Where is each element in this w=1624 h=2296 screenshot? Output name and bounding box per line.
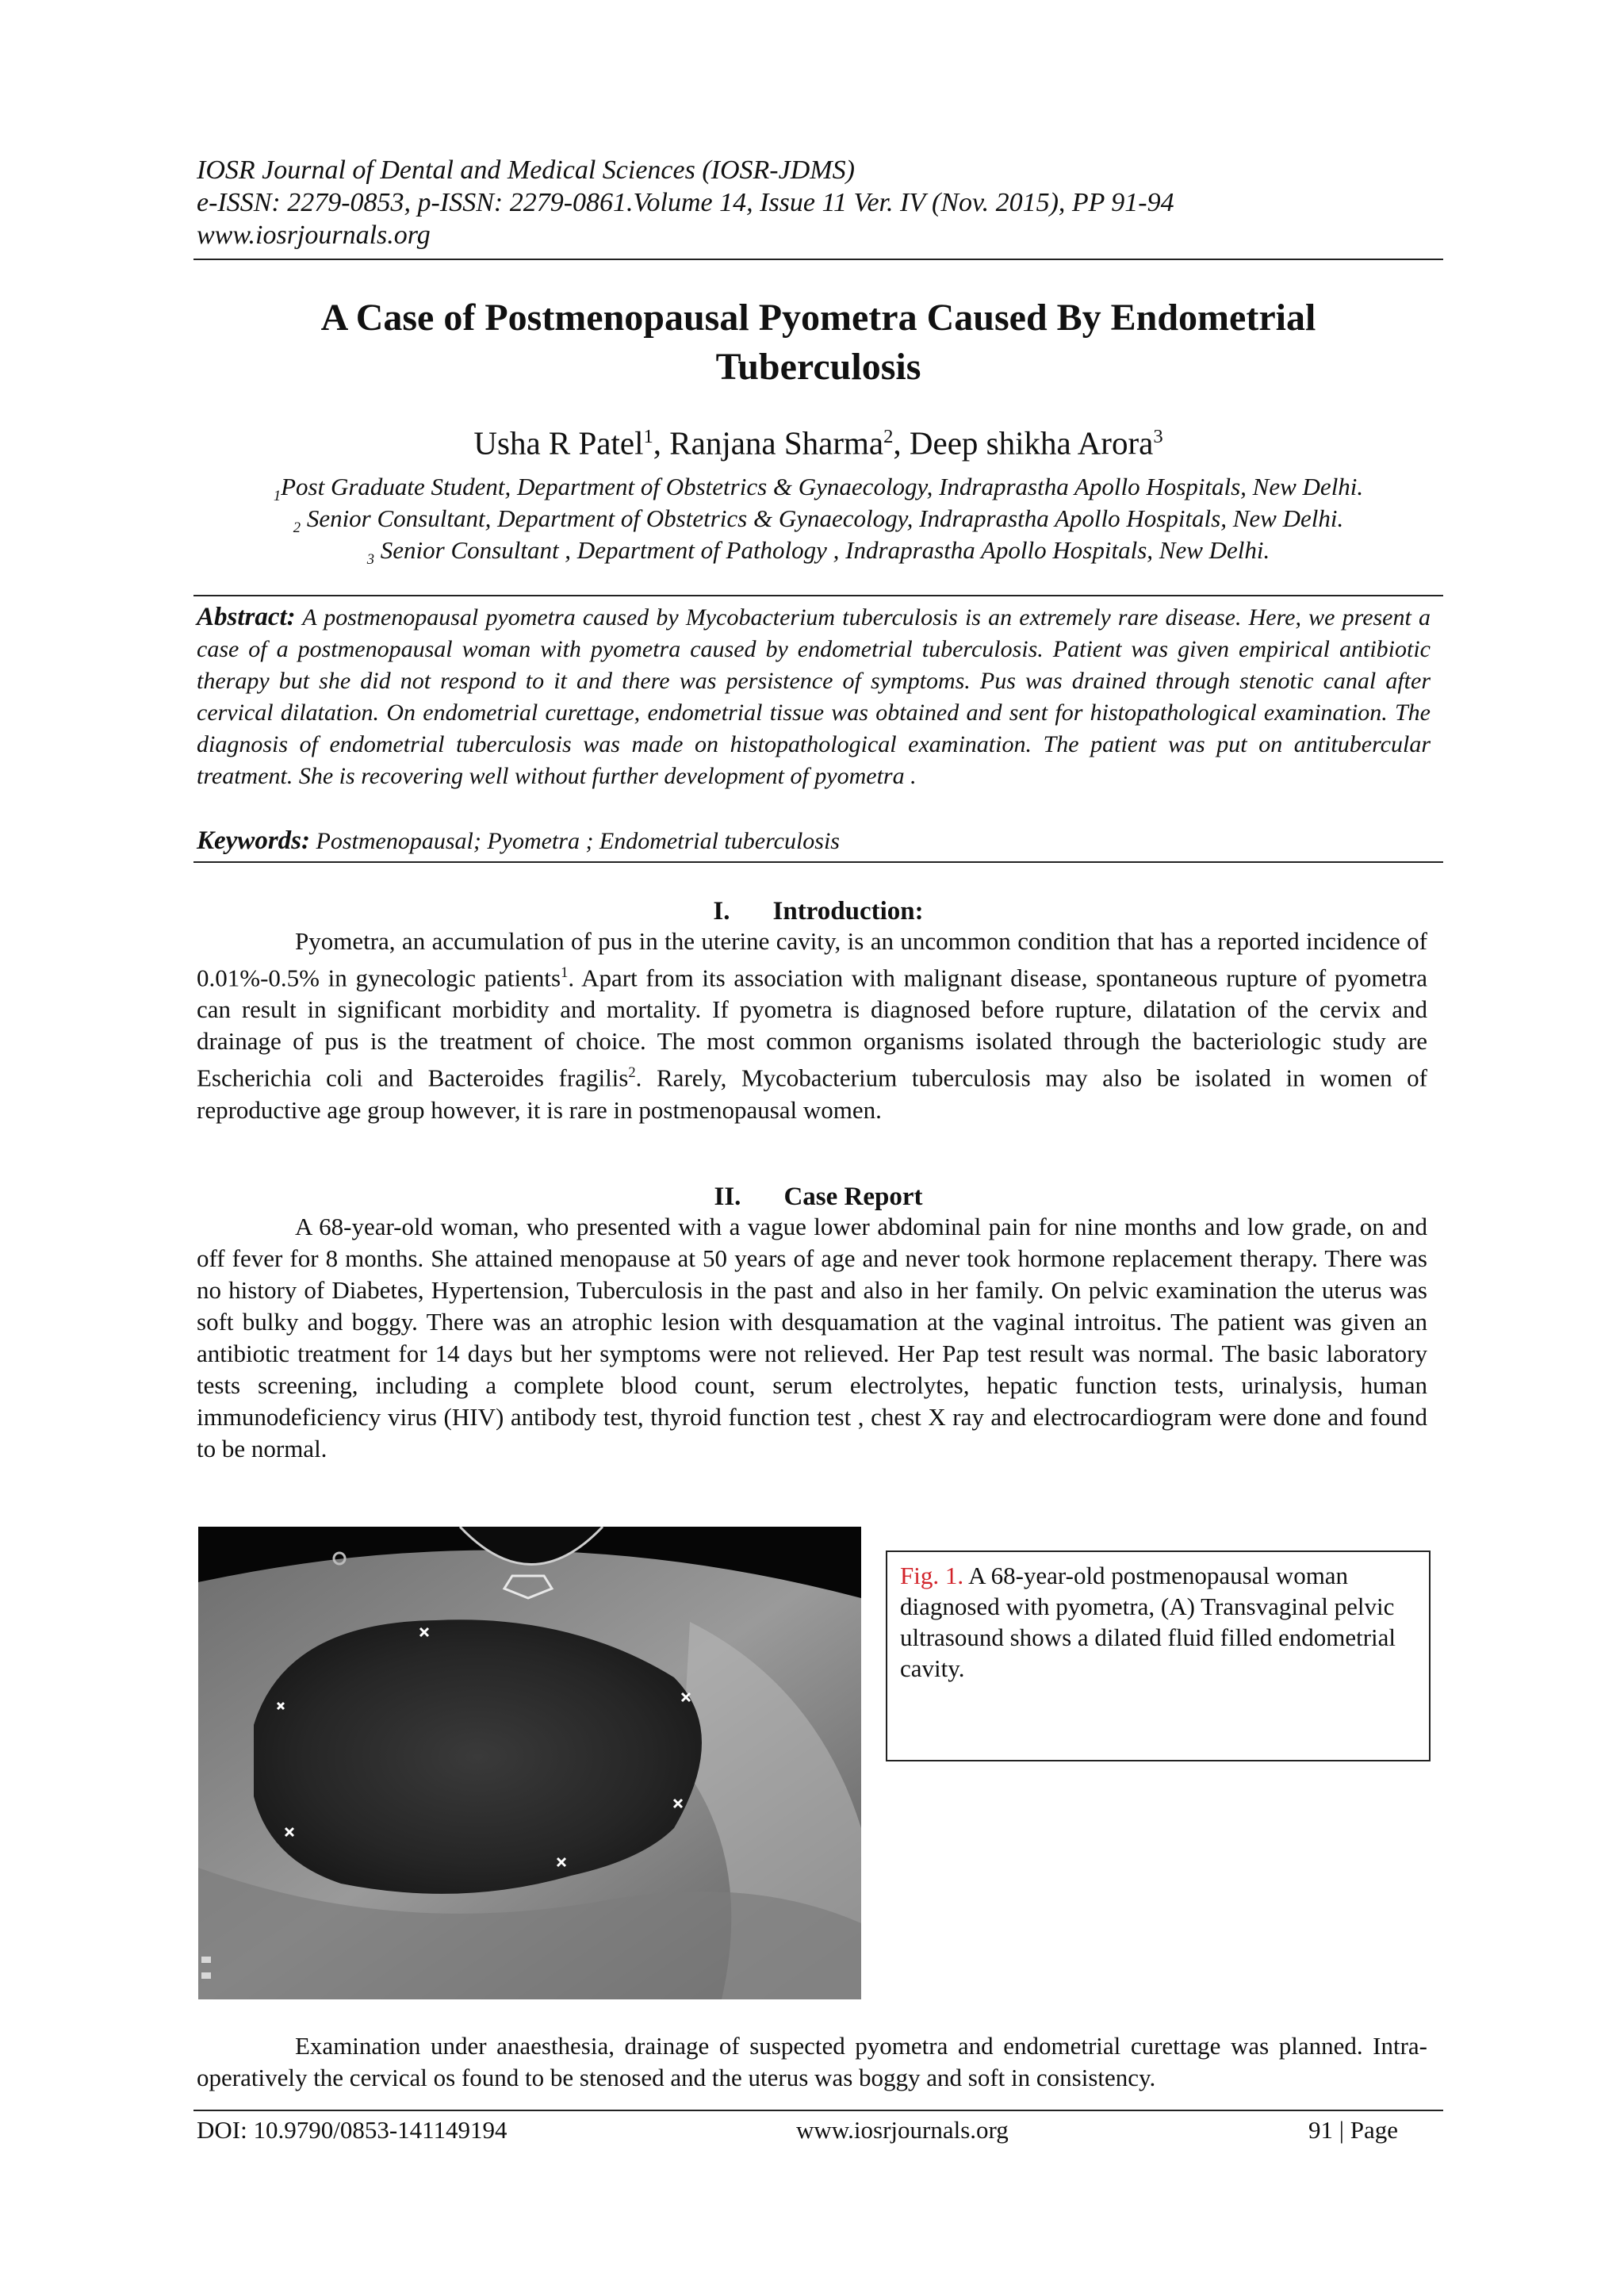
endometrial-cavity (254, 1619, 702, 1894)
author-name: Usha R Patel (473, 424, 644, 462)
author-list (193, 417, 1443, 463)
citation-sup: 1 (561, 964, 569, 981)
paper-title-line-2: Tuberculosis (715, 346, 921, 388)
figure-caption (886, 1550, 1431, 1761)
paper-title-line-1: A Case of Postmenopausal Pyometra Caused By Endometrial (320, 297, 1316, 339)
author-name: Deep shikha Arora (909, 424, 1154, 462)
affiliation-text: Senior Consultant, Department of Obstetrics & Gynaecology, Indraprastha Apollo Hospitals, New Delhi. (301, 504, 1344, 532)
keywords-text: Postmenopausal; Pyometra ; Endometrial tuberculosis (310, 828, 840, 854)
journal-name: IOSR Journal of Dental and Medical Sciences (IOSR-JDMS) (197, 155, 855, 185)
author-affil-sup: 2 (883, 426, 894, 447)
affiliation-number: 2 (293, 519, 301, 537)
author-name: Ranjana Sharma (669, 424, 884, 462)
section-number: I. (713, 897, 730, 926)
author-separator: , (893, 424, 910, 462)
section-title: Introduction: (772, 897, 924, 926)
journal-website[interactable]: www.iosrjournals.org (197, 220, 431, 250)
case-report-paragraph: A 68-year-old woman, who presented with a vague lower abdominal pain for nine months and low grade, on and off fever for 8 months. She attained menopause at 50 years of age and never took hormone replacement therapy. There was no history of Diabetes, Hypertension, Tuberculosis in the past and also in her family. On pelvic examination the uterus was soft bulky and boggy. There was an atrophic lesion with desquamation at the vaginal introitus. The patient was given an antibiotic treatment for 14 days but her symptoms were not relieved. Her Pap test result was normal. The basic laboratory tests screening, including a complete blood count, serum electrolytes, hepatic function tests, urinalysis, human immunodeficiency virus (HIV) antibody test, thyroid function test , chest X ray and electrocardiogram were done and found to be normal. (197, 1213, 1427, 1462)
section-title: Case Report (783, 1182, 923, 1211)
introduction-paragraph (197, 926, 1427, 1126)
header-divider (193, 259, 1443, 260)
abstract-top-divider (193, 595, 1443, 596)
section-heading-introduction (193, 895, 1443, 928)
figure-label: Fig. 1. (900, 1562, 964, 1589)
footer-doi[interactable]: DOI: 10.9790/0853-141149194 (197, 2116, 508, 2144)
abstract-text: A postmenopausal pyometra caused by Mycobacterium tuberculosis is an extremely rare disease. Here, we present a case of a postmenopausal woman with pyometra caused by endometrial tuberculosis. Patient was given empirical antibiotic therapy but she did not respond to it and there was persistence of symptoms. Pus was drained through stenotic canal after cervical dilatation. On endometrial curettage, endometrial tissue was obtained and sent for histopathological examination. The diagnosis of endometrial tuberculosis was made on histopathological examination. The patient was put on antitubercular treatment. She is recovering well without further development of pyometra . (197, 604, 1431, 789)
keywords-label: Keywords: (197, 826, 310, 855)
abstract-bottom-divider (193, 861, 1443, 863)
footer-divider (193, 2110, 1443, 2111)
citation-sup: 2 (628, 1064, 636, 1082)
author-separator: , (653, 424, 670, 462)
paragraph-text: . Apart from its association with malignant disease, spontaneous rupture of pyometra can result in significant morbidity and mortality. If pyometra is diagnosed before rupture, dilatation of the cervix and drainage of pus is the treatment of choice. The most common organisms isolated through the bacteriologic study are Escherichia coli and Bacteroides fragilis (197, 964, 1428, 1092)
scale-tick (201, 1957, 211, 1963)
section-heading-case-report (193, 1180, 1443, 1213)
affiliation-text: Post Graduate Student, Department of Obstetrics & Gynaecology, Indraprastha Apollo Hospitals, New Delhi. (281, 473, 1364, 500)
paper-title (193, 293, 1443, 392)
affiliation-3 (193, 535, 1443, 576)
author-affil-sup: 1 (643, 426, 653, 447)
abstract-label: Abstract: (197, 603, 296, 631)
ultrasound-image (198, 1527, 861, 1999)
journal-issn: e-ISSN: 2279-0853, p-ISSN: 2279-0861.Volume 14, Issue 11 Ver. IV (Nov. 2015), PP 91-94 (197, 188, 1174, 217)
ultrasound-graphic (198, 1527, 861, 1999)
affiliation-text: Senior Consultant , Department of Pathology , Indraprastha Apollo Hospitals, New Delhi. (374, 536, 1270, 564)
affiliation-number: 1 (273, 488, 282, 505)
examination-paragraph: Examination under anaesthesia, drainage of suspected pyometra and endometrial curettage was planned. Intra-operatively the cervical os found to be stenosed and the uterus was boggy and soft in consistency. (197, 2032, 1427, 2091)
footer-website[interactable]: www.iosrjournals.org (796, 2116, 1009, 2144)
keywords (197, 825, 1431, 857)
footer-page-number: 91 | Page (1308, 2116, 1398, 2144)
affiliation-number: 3 (366, 551, 375, 569)
paragraph-text: Pyometra, an accumulation of pus in the uterine cavity, is an uncommon condition that has a reported incidence of 0.01%-0.5% in gynecologic patients (197, 927, 1427, 992)
figure-caption-text: A 68-year-old postmenopausal woman diagnosed with pyometra, (A) Transvaginal pelvic ultrasound shows a dilated fluid filled endometrial cavity. (900, 1562, 1396, 1682)
section-number: II. (714, 1182, 741, 1211)
abstract (197, 601, 1431, 792)
author-affil-sup: 3 (1153, 426, 1163, 447)
paragraph-text: . Rarely, Mycobacterium tuberculosis may also be isolated in women of reproductive age group however, it is rare in postmenopausal women. (197, 1064, 1427, 1124)
scale-tick (201, 1972, 211, 1979)
